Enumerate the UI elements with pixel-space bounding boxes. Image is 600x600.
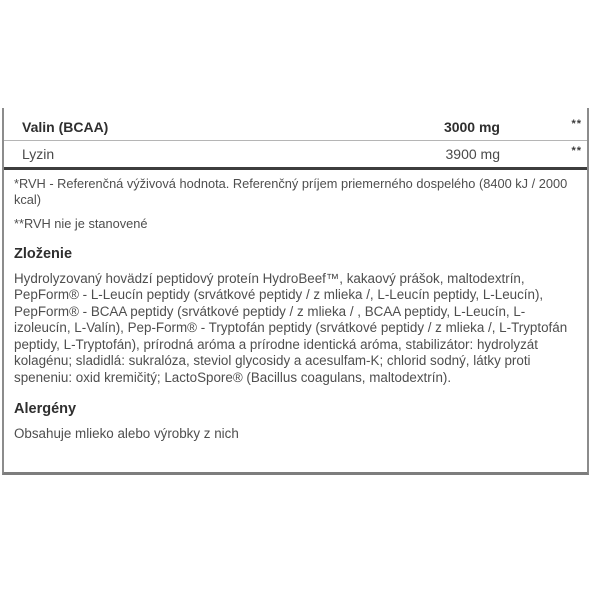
ingredients-text: Hydrolyzovaný hovädzí peptidový proteín HydroBeef™, kakaový prášok, maltodextrín, PepForm® - L-Leucín peptidy (srvátkové peptidy / z mlieka /, L-Leucín peptidy, L-Leucín), PepForm® - BCAA peptidy (srvátkové peptidy / z mlieka / , BCAA peptidy, L-Leucín, L-izoleucín, L-Valín), Pep-Form® - Tryptofán peptidy (srvátkové peptidy / z mlieka /, L-Tryptofán peptidy, L-Tryptofán), prírodná aróma a prírodne identická aróma, stabilizátor: hydrolyzát kolagénu; sladidlá: sukralóza, steviol glycosidy a acesulfam-K; chlorid sodný, látky proti speneniu: oxid kremičitý; LactoSpore® (Bacillus coagulans, maltodextrín). [14, 270, 568, 386]
rvh-not-set-footnote: **RVH nie je stanovené [14, 216, 148, 231]
nutrient-row-lyzin [4, 141, 587, 167]
ingredients-heading: Zloženie [14, 245, 73, 262]
nutrient-footnote-marker: ** [571, 118, 582, 130]
allergens-heading: Alergény [14, 400, 77, 417]
nutrient-amount: 3000 mg [443, 119, 500, 135]
nutrition-label [2, 108, 589, 475]
nutrient-row-valin [4, 114, 587, 140]
nutrient-name: Valin (BCAA) [22, 119, 109, 135]
nutrient-name: Lyzin [22, 146, 55, 162]
nutrient-table [4, 108, 587, 170]
table-bottom-rule [4, 167, 587, 170]
nutrient-footnote-marker: ** [571, 145, 582, 157]
rvh-definition-footnote: *RVH - Referenčná výživová hodnota. Referenčný príjem priemerného dospelého (8400 kJ / 2000 kcal) [14, 176, 568, 207]
allergens-text: Obsahuje mlieko alebo výrobky z nich [14, 425, 239, 441]
nutrient-amount: 3900 mg [445, 146, 500, 162]
